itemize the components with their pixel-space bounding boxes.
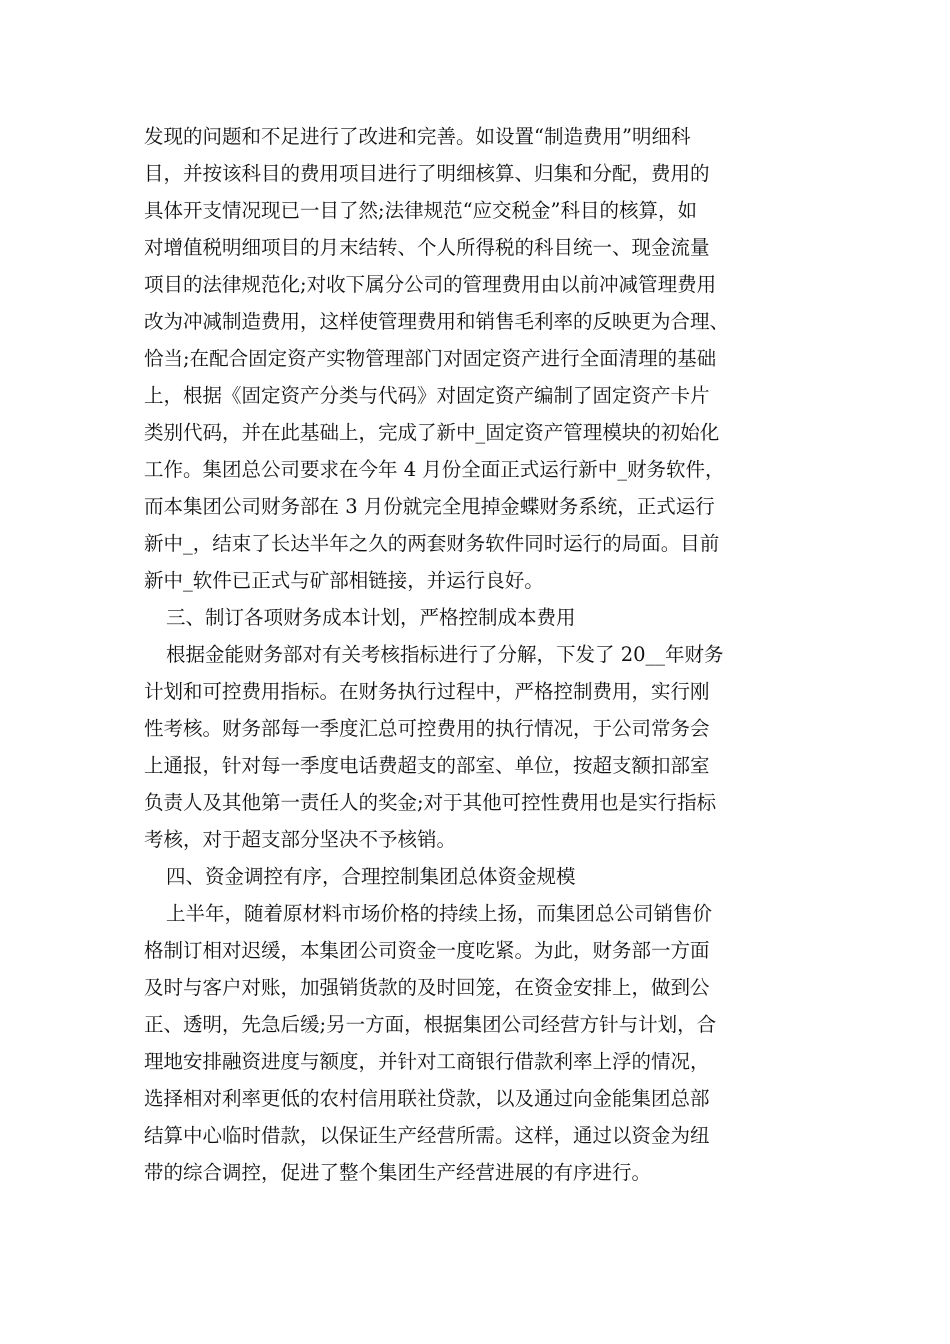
- paragraph-3: [144, 636, 824, 858]
- paragraph-1: [144, 118, 824, 599]
- document-body: [144, 118, 824, 1191]
- section-heading-4: 四、资金调控有序，合理控制集团总体资金规模: [166, 865, 576, 888]
- paragraph-line: 上半年，随着原材料市场价格的持续上扬，而集团总公司销售价: [166, 902, 713, 925]
- paragraph-line: 新中_，结束了长达半年之久的两套财务软件同时运行的局面。目前: [144, 532, 720, 555]
- paragraph-line: 具体开支情况现已一目了然;法律规范“应交税金”科目的核算，如: [144, 199, 698, 222]
- paragraph-line: 项目的法律规范化;对收下属分公司的管理费用由以前冲减管理费用: [144, 273, 717, 296]
- paragraph-line: 结算中心临时借款，以保证生产经营所需。这样，通过以资金为纽: [144, 1124, 710, 1147]
- paragraph-line: 上通报，针对每一季度电话费超支的部室、单位，按超支额扣部室: [144, 754, 710, 777]
- paragraph-line: 新中_软件已正式与矿部相链接，并运行良好。: [144, 569, 544, 592]
- paragraph-line: 根据金能财务部对有关考核指标进行了分解，下发了 20__年财务: [166, 643, 724, 666]
- paragraph-line: 选择相对利率更低的农村信用联社贷款，以及通过向金能集团总部: [144, 1087, 710, 1110]
- paragraph-line: 而本集团公司财务部在 3 月份就完全甩掉金蝶财务系统，正式运行: [144, 495, 715, 518]
- paragraph-line: 负责人及其他第一责任人的奖金;对于其他可控性费用也是实行指标: [144, 791, 717, 814]
- paragraph-line: 恰当;在配合固定资产实物管理部门对固定资产进行全面清理的基础: [144, 347, 717, 370]
- paragraph-line: 目，并按该科目的费用项目进行了明细核算、归集和分配，费用的: [144, 162, 710, 185]
- paragraph-line: 考核，对于超支部分坚决不予核销。: [144, 828, 457, 851]
- paragraph-line: 格制订相对迟缓，本集团公司资金一度吃紧。为此，财务部一方面: [144, 939, 710, 962]
- paragraph-line: 改为冲减制造费用，这样使管理费用和销售毛利率的反映更为合理、: [144, 310, 730, 333]
- paragraph-line: 理地安排融资进度与额度，并针对工商银行借款利率上浮的情况，: [144, 1050, 710, 1073]
- paragraph-line: 工作。集团总公司要求在今年 4 月份全面正式运行新中_财务软件，: [144, 458, 725, 481]
- section-heading-3: 三、制订各项财务成本计划，严格控制成本费用: [166, 606, 576, 629]
- paragraph-line: 正、透明，先急后缓;另一方面，根据集团公司经营方针与计划，合: [144, 1013, 717, 1036]
- paragraph-line: 带的综合调控，促进了整个集团生产经营进展的有序进行。: [144, 1161, 652, 1184]
- paragraph-line: 及时与客户对账，加强销货款的及时回笼，在资金安排上，做到公: [144, 976, 710, 999]
- paragraph-line: 性考核。财务部每一季度汇总可控费用的执行情况，于公司常务会: [144, 717, 710, 740]
- paragraph-line: 发现的问题和不足进行了改进和完善。如设置“制造费用”明细科: [144, 125, 691, 148]
- paragraph-4: [144, 895, 824, 1191]
- paragraph-line: 类别代码，并在此基础上，完成了新中_固定资产管理模块的初始化: [144, 421, 720, 444]
- paragraph-line: 计划和可控费用指标。在财务执行过程中，严格控制费用，实行刚: [144, 680, 710, 703]
- paragraph-line: 对增值税明细项目的月末结转、个人所得税的科目统一、现金流量: [144, 236, 710, 259]
- paragraph-line: 上，根据《固定资产分类与代码》对固定资产编制了固定资产卡片: [144, 384, 710, 407]
